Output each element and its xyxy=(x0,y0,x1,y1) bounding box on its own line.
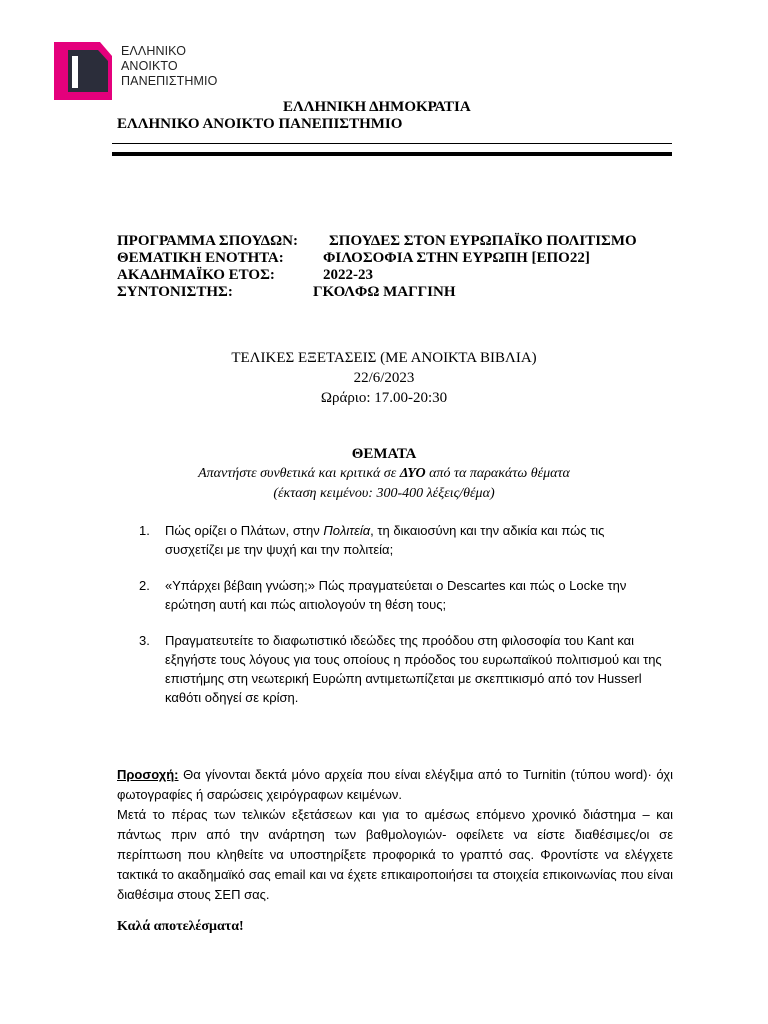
question-text: Πώς ορίζει ο Πλάτων, στην Πολιτεία, τη δικαιοσύνη και την αδικία και πώς τις συσχετίζει με την ψυχή και την πολιτεία; xyxy=(165,523,605,557)
topics-heading: ΘΕΜΑΤΑ xyxy=(351,446,417,462)
question-text: Πραγματευτείτε το διαφωτιστικό ιδεώδες της προόδου στη φιλοσοφία του Kant και εξηγήστε τους λόγους για τους οποίους η πρόοδος του ευρωπαϊκού πολιτισμού και της επιστήμης στη νεωτερική Ευρώπη αντιμετωπίζεται με σκεπτικισμό από τον Husserl καθότι οδηγεί σε κρίση. xyxy=(165,633,662,705)
info-label: ΠΡΟΓΡΑΜΜΑ ΣΠΟΥΔΩΝ: xyxy=(117,233,298,249)
notice-text-1: Θα γίνονται δεκτά μόνο αρχεία που είναι ελέγξιμα από το Turnitin (τύπου word)· όχι φωτογραφίες ή σαρώσεις χειρόγραφων κειμένων. xyxy=(117,767,673,802)
questions-list xyxy=(117,521,662,724)
notice-oral-exam: Μετά το πέρας των τελικών εξετάσεων και για το αμέσως επόμενο χρονικό διάστημα – και πάντως πριν από την ανάρτηση των βαθμολογιών- οφείλετε να είστε διαθέσιμες/οι σε περίπτωση που κληθείτε να υποστηρίξετε προφορικά το γραπτό σας. Φροντίστε να ελέγχετε τακτικά το ακαδημαϊκό σας email και να έχετε επικαιροποιήσει τα στοιχεία επικοινωνίας που είναι διαθέσιμα στους ΣΕΠ σας. xyxy=(117,807,673,902)
info-value: ΣΠΟΥΔΕΣ ΣΤΟΝ ΕΥΡΩΠΑΪΚΟ ΠΟΛΙΤΙΣΜΟ xyxy=(329,233,637,249)
topics-length: (έκταση κειμένου: 300-400 λέξεις/θέμα) xyxy=(273,486,495,501)
question-number: 2. xyxy=(139,578,150,593)
exam-hours: Ωράριο: 17.00-20:30 xyxy=(320,390,448,406)
header-republic: ΕΛΛΗΝΙΚΗ ΔΗΜΟΚΡΑΤΙΑ xyxy=(283,99,471,115)
logo-text-line-3: ΠΑΝΕΠΙΣΤΗΜΙΟ xyxy=(121,74,218,88)
question-number: 3. xyxy=(139,633,150,648)
logo-text-line-1: ΕΛΛΗΝΙΚΟ xyxy=(121,44,187,58)
header-rule-thin xyxy=(112,143,672,144)
eap-logo-mark xyxy=(52,40,114,102)
question-work-title: Πολιτεία xyxy=(323,523,371,538)
exam-date: 22/6/2023 xyxy=(353,370,415,386)
notice-label: Προσοχή: xyxy=(117,767,179,782)
header-rule-thick xyxy=(112,152,672,156)
header-university: ΕΛΛΗΝΙΚΟ ΑΝΟΙΚΤΟ ΠΑΝΕΠΙΣΤΗΜΙΟ xyxy=(117,116,403,132)
topics-instruction: Απαντήστε συνθετικά και κριτικά σε ΔΥΟ από τα παρακάτω θέματα xyxy=(198,466,570,481)
list-item xyxy=(117,631,662,707)
info-value: ΓΚΟΛΦΩ ΜΑΓΓΙΝΗ xyxy=(313,284,456,300)
notice-turnitin xyxy=(117,765,673,805)
question-number: 1. xyxy=(139,523,150,538)
info-value: ΦΙΛΟΣΟΦΙΑ ΣΤΗΝ ΕΥΡΩΠΗ [ΕΠΟ22] xyxy=(323,250,590,266)
topics-instruction-emphasis: ΔΥΟ xyxy=(399,466,426,481)
info-value: 2022-23 xyxy=(323,267,373,283)
list-item xyxy=(117,576,662,614)
info-label: ΑΚΑΔΗΜΑΪΚΟ ΕΤΟΣ: xyxy=(117,267,275,283)
logo-text-line-2: ΑΝΟΙΚΤΟ xyxy=(121,59,178,73)
info-label: ΘΕΜΑΤΙΚΗ ΕΝΟΤΗΤΑ: xyxy=(117,250,284,266)
closing-wishes: Καλά αποτελέσματα! xyxy=(117,919,244,934)
list-item xyxy=(117,521,662,559)
exam-title: ΤΕΛΙΚΕΣ ΕΞΕΤΑΣΕΙΣ (ΜΕ ΑΝΟΙΚΤΑ ΒΙΒΛΙΑ) xyxy=(231,350,537,366)
info-label: ΣΥΝΤΟΝΙΣΤΗΣ: xyxy=(117,284,233,300)
question-text: «Υπάρχει βέβαιη γνώση;» Πώς πραγματεύεται ο Descartes και πώς ο Locke την ερώτηση αυτή και πώς αιτιολογούν τη θέση τους; xyxy=(165,578,627,612)
